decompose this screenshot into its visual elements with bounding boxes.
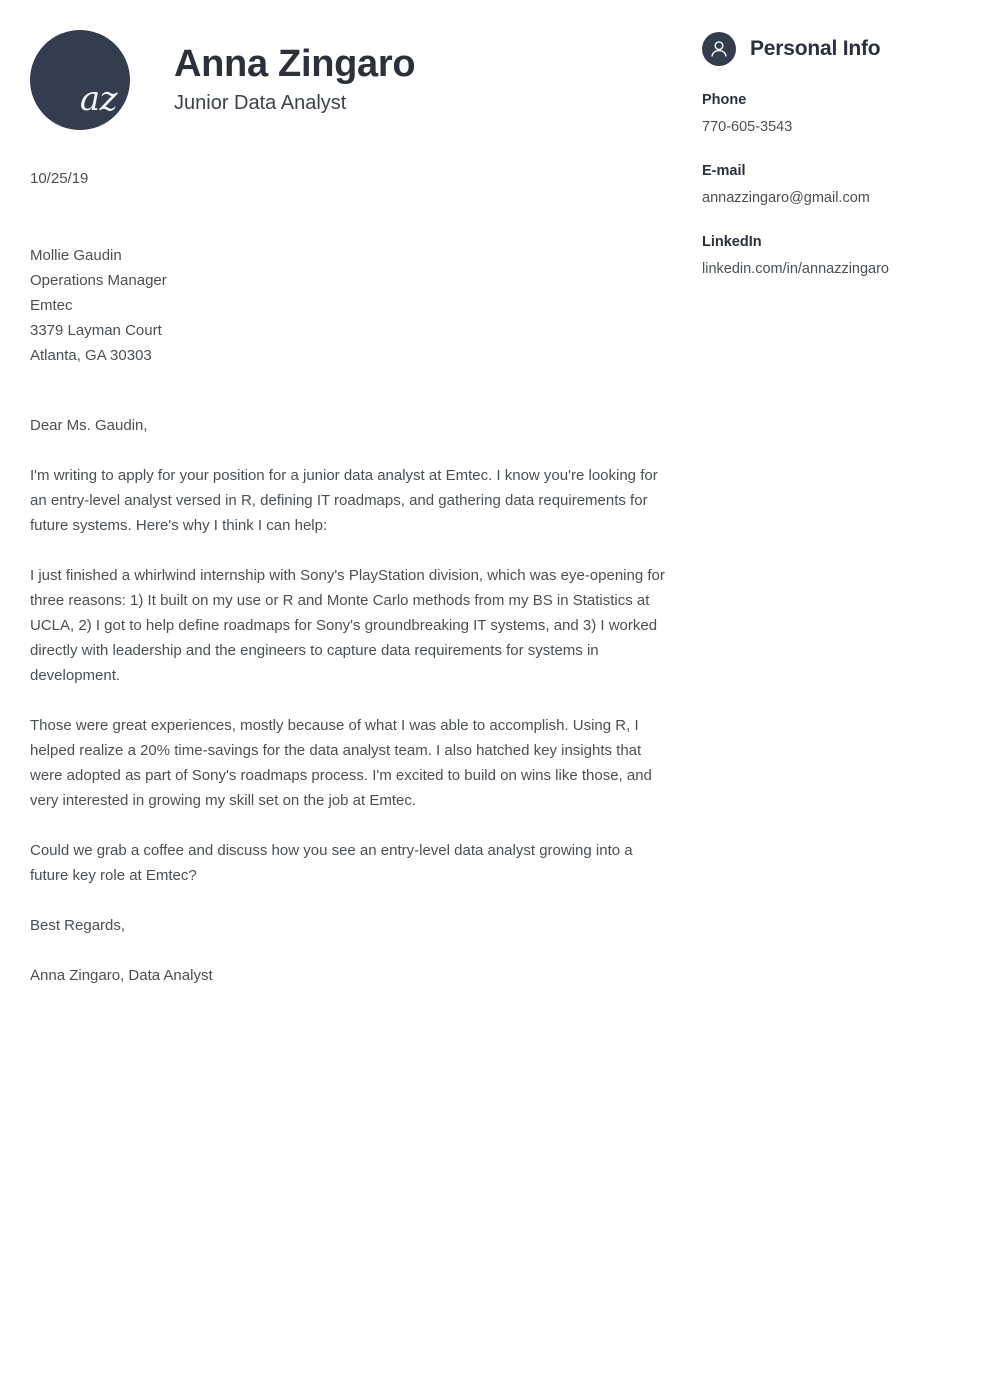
personal-info-heading — [702, 31, 960, 67]
phone-label: Phone — [702, 92, 747, 108]
info-group-phone — [702, 90, 960, 138]
letter-signoff: Best Regards, — [30, 916, 126, 934]
letter-paragraph: I'm writing to apply for your position for a junior data analyst at Emtec. I know you're looking for an entry-level analyst versed in R, defining IT roadmaps, and gathering data requirements for future systems. Here's why I think I can help: — [30, 466, 658, 534]
person-icon — [702, 32, 736, 66]
letter-paragraph: I just finished a whirlwind internship with Sony's PlayStation division, which was eye-opening for three reasons: 1) It built on my use or R and Monte Carlo methods from my BS in Statistics at UCLA, 2) I got to help define roadmaps for Sony's groundbreaking IT systems, and 3) I worked directly with leadership and the engineers to capture data requirements for systems in development. — [30, 566, 665, 684]
recipient-title: Operations Manager — [30, 271, 167, 289]
letter-paragraph: Those were great experiences, mostly because of what I was able to accomplish. Using R, I helped realize a 20% time-savings for the data analyst team. I also hatched key insights that were adopted as part of Sony's roadmaps process. I'm excited to build on wins like those, and very interested in growing my skill set on the job at Emtec. — [30, 716, 652, 809]
job-title: Junior Data Analyst — [174, 92, 347, 115]
letter-header — [30, 30, 670, 130]
recipient-name: Mollie Gaudin — [30, 246, 122, 264]
email-value[interactable]: annazzingaro@gmail.com — [702, 190, 870, 207]
personal-info-sidebar — [702, 31, 960, 280]
email-label: E-mail — [702, 163, 746, 180]
recipient-address-block — [30, 243, 670, 368]
phone-value[interactable]: 770-605-3543 — [702, 119, 793, 136]
recipient-city-state-zip: Atlanta, GA 30303 — [30, 346, 152, 364]
page-title: Anna Zingaro — [174, 42, 416, 85]
avatar — [30, 30, 130, 130]
recipient-company: Emtec — [30, 296, 73, 314]
personal-info-title: Personal Info — [750, 37, 881, 60]
info-group-email — [702, 161, 960, 209]
linkedin-label: LinkedIn — [702, 234, 762, 251]
header-text — [174, 43, 415, 118]
linkedin-value[interactable]: linkedin.com/in/annazzingaro — [702, 261, 889, 278]
info-group-linkedin — [702, 232, 960, 280]
letter-paragraph: Could we grab a coffee and discuss how you see an entry-level data analyst growing into a future key role at Emtec? — [30, 841, 633, 884]
avatar-monogram: az — [79, 79, 117, 119]
letter-main-column — [30, 30, 670, 988]
recipient-street: 3379 Layman Court — [30, 321, 162, 339]
salutation: Dear Ms. Gaudin, — [30, 416, 148, 434]
letter-signature: Anna Zingaro, Data Analyst — [30, 966, 213, 984]
letter-date: 10/25/19 — [30, 170, 89, 187]
